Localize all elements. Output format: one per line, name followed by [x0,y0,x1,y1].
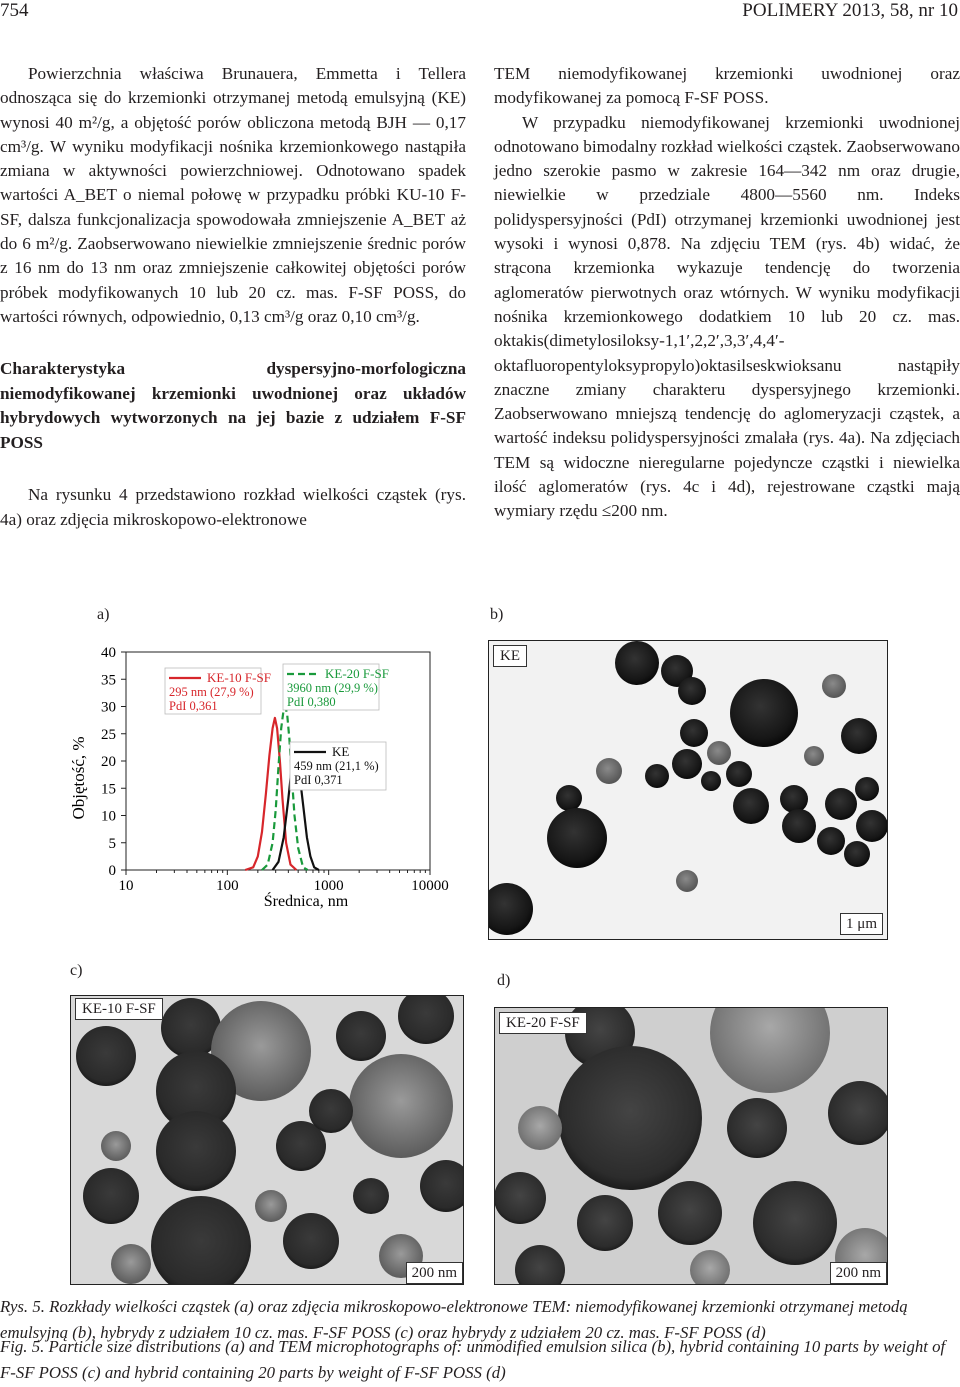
legend-series-name: KE-20 F-SF [325,666,389,681]
y-tick-label: 25 [101,726,116,743]
x-tick-label: 1000 [313,878,344,894]
y-tick-label: 10 [101,808,116,825]
y-tick-label: 35 [101,672,116,689]
x-tick-label: 100 [216,878,239,894]
scale-bar: 1 μm [840,913,883,935]
scale-bar: 200 nm [406,1262,463,1284]
tem-image-ke-10 [70,995,464,1285]
legend-annotation: 295 nm (27,9 %) [169,685,254,699]
paragraph: W przypadku niemodyfikowanej krzemionki uwodnionej odnotowano bimodalny rozkład wielkości cząstek. Zaobserwowano jedno szerokie pasmo w zakresie 164—342 nm oraz drugie, niewielkie w przedziale 4800—5560 nm. Indeks polidyspersyjności (PdI) otrzymanej krzemionki uwodnionej jest wysoki i wynosi 0,878. Na zdjęciu TEM (rys. 4b) widać, że strącona krzemionka wykazuje tendencję do tworzenia aglomeratów pierwotnych oraz wtórnych. W wyniku modyfikacji nośnika krzemionkowego dodatkiem 10 lub 20 cz. mas. oktakis(dimetylosiloksy-1,1′,2,2′,3,3′,4,4′-oktafluoropentyloksypropylo)oktasilseskwioksanu nastąpiły znaczne zmiany charakteru dyspersyjnego krzemionki. Zaobserwowano mniejszą tendencję do aglomeryzacji cząstek, a wartość indeksu polidyspersyjności zmalała (rys. 4a). Na zdjęciach TEM są widoczne nieregularne pojedyncze cząstki i niewielka ilość aglomeratów (rys. 4c i 4d), rejestrowane cząstki mają wymiary rzędu ≤200 nm. [494,112,960,521]
panel-a-label: a) [97,606,110,623]
panel-d-label: d) [497,972,511,989]
x-tick-label: 10 [118,878,134,894]
legend-series-name: KE [332,744,350,759]
y-tick-label: 15 [101,781,116,798]
y-tick-label: 20 [101,754,116,770]
tem-micrograph [489,641,887,939]
right-column [494,62,960,524]
y-tick-label: 0 [108,863,116,879]
legend-series-name: KE-10 F-SF [207,670,271,685]
y-axis-label: Objętość, % [69,736,88,820]
particle-size-chart [62,638,450,920]
tem-micrograph [71,996,463,1284]
section-heading: Charakterystyka dyspersyjno-morfologiczna niemodyfikowanej krzemionki uwodnionej oraz układów hybrydowych wytworzonych na jej bazie z udziałem F-SF POSS [0,359,466,452]
x-tick-label: 10000 [411,878,449,894]
sample-tag: KE [493,645,527,667]
figure-caption-en: Fig. 5. Particle size distributions (a) and TEM microphotographs of: unmodified emulsion silica (b), hybrid containing 10 parts by weight of F-SF POSS (c) and hybrid containing 20 parts by weight of F-SF POSS (d) [0,1337,946,1382]
sample-tag: KE-20 F-SF [499,1012,587,1034]
sample-tag: KE-10 F-SF [75,998,163,1020]
left-column [0,62,466,532]
page-number: 754 [0,0,29,21]
legend-annotation: 3960 nm (29,9 %) [287,681,378,695]
paragraph: Powierzchnia właściwa Brunauera, Emmetta i Tellera odnosząca się do krzemionki otrzymanej metodą emulsyjną (KE) wynosi 40 m²/g, a objętość porów obliczona metodą BJH — 0,17 cm³/g. W wyniku modyfikacji nośnika krzemionkowego nastąpiła zmiana w aktywności powierzchniowej. Odnotowano spadek wartości A_BET o niemal połowę w przypadku próbki KU-10 F-SF, dalsza funkcjonalizacja spowodowała zmniejszenie A_BET aż do 6 m²/g. Zaobserwowano niewielkie zmniejszenie średnic porów z 16 nm do 13 nm oraz zmniejszenie całkowitej objętości porów próbek modyfikowanych 10 lub 20 cz. mas. F-SF POSS, do wartości równych, odpowiednio, 0,13 cm³/g oraz 0,10 cm³/g. [0,64,466,326]
scale-bar: 200 nm [830,1262,887,1284]
tem-image-ke-20 [494,1007,888,1285]
panel-b-label: b) [490,606,504,623]
legend-annotation: PdI 0,371 [294,773,343,787]
panel-c-label: c) [70,962,83,979]
figure-caption-pl: Rys. 5. Rozkłady wielkości cząstek (a) oraz zdjęcia mikroskopowo-elektronowe TEM: niemodyfikowanej krzemionki otrzymanej metodą emulsyjną (b), hybrydy z udziałem 10 cz. mas. F-SF POSS (c) oraz hybrydy z udziałem 20 cz. mas. F-SF POSS (d) [0,1297,908,1342]
y-tick-label: 5 [108,835,116,852]
y-tick-label: 40 [101,645,116,661]
x-axis-label: Średnica, nm [263,893,349,910]
legend-annotation: PdI 0,361 [169,699,218,713]
journal-header: POLIMERY 2013, 58, nr 10 [742,0,958,21]
tem-micrograph [495,1008,887,1284]
paragraph: TEM niemodyfikowanej krzemionki uwodnionej oraz modyfikowanej za pomocą F-SF POSS. [494,64,960,108]
paragraph: Na rysunku 4 przedstawiono rozkład wielkości cząstek (rys. 4a) oraz zdjęcia mikroskopowo-elektronowe [0,485,466,529]
tem-image-ke [488,640,888,940]
legend-annotation: PdI 0,380 [287,695,336,709]
legend-annotation: 459 nm (21,1 %) [294,759,379,773]
y-tick-label: 30 [101,699,116,716]
